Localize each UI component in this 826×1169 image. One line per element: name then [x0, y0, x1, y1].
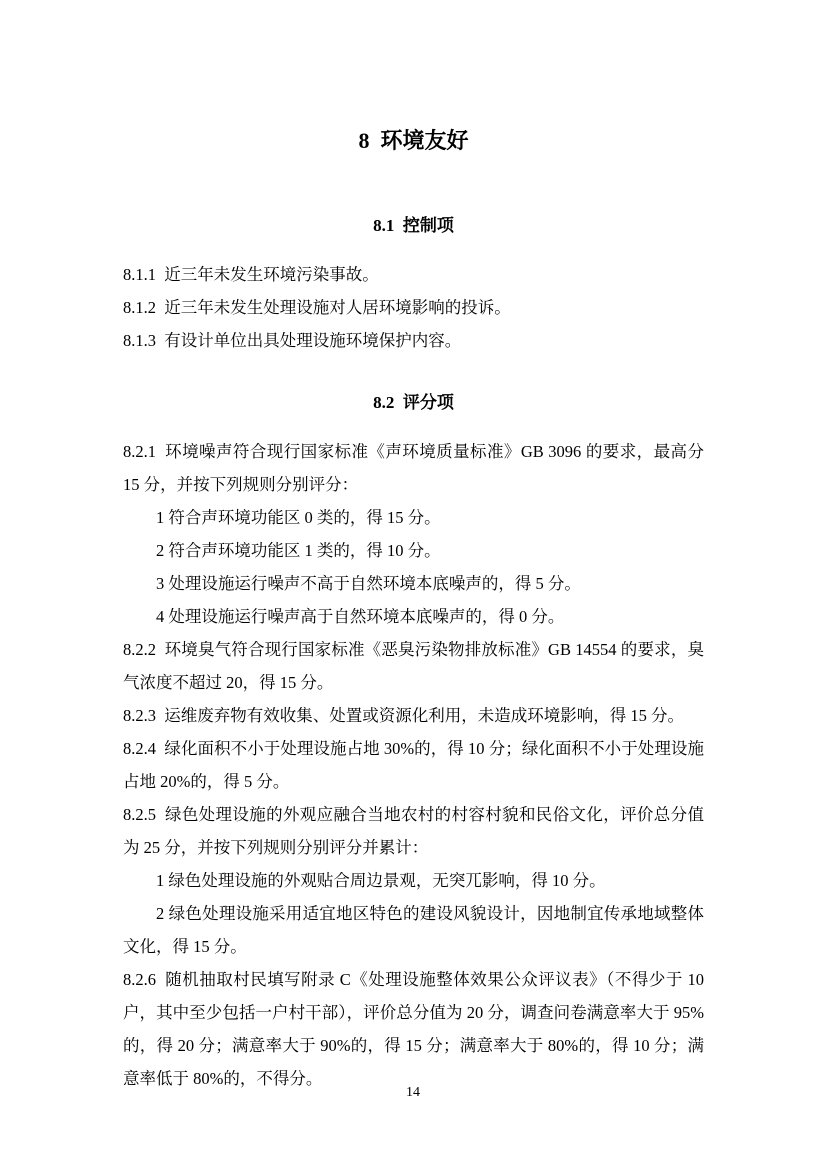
section-8-1: [123, 210, 704, 357]
clause-8-2-1: 8.2.1 环境噪声符合现行国家标准《声环境质量标准》GB 3096 的要求，最高分 15 分，并按下列规则分别评分：: [123, 442, 704, 494]
section-8-2-heading: 8.2 评分项: [373, 393, 454, 412]
sub-item-8-2-5-1: 1 绿色处理设施的外观贴合周边景观，无突兀影响，得 10 分。: [156, 871, 606, 890]
page-footer: [0, 1085, 826, 1101]
sub-item-8-2-5-2: 2 绿色处理设施采用适宜地区特色的建设风貌设计，因地制宜传承地域整体文化，得 15 分。: [123, 904, 704, 956]
clause-8-1-3: 8.1.3 有设计单位出具处理设施环境保护内容。: [123, 331, 462, 350]
sub-item-8-2-1-2: 2 符合声环境功能区 1 类的，得 10 分。: [156, 541, 441, 560]
section-8-2: [123, 387, 704, 1095]
clause-8-2-4: 8.2.4 绿化面积不小于处理设施占地 30%的，得 10 分；绿化面积不小于处理设施占地 20%的，得 5 分。: [123, 739, 704, 791]
section-8-1-heading: 8.1 控制项: [373, 216, 454, 235]
clause-8-2-2: 8.2.2 环境臭气符合现行国家标准《恶臭污染物排放标准》GB 14554 的要求，臭气浓度不超过 20，得 15 分。: [123, 640, 704, 692]
clause-8-2-6: 8.2.6 随机抽取村民填写附录 C《处理设施整体效果公众评议表》（不得少于 10 户，其中至少包括一户村干部），评价总分值为 20 分，调查问卷满意率大于 95%的，得 20 分；满意率大于 90%的，得 15 分；满意率大于 80%的，得 10 分；满意率低于 80%的，不得分。: [123, 970, 704, 1088]
clause-8-1-1: 8.1.1 近三年未发生环境污染事故。: [123, 265, 379, 284]
page-number: 14: [406, 1085, 420, 1100]
chapter-title: 8 环境友好: [358, 128, 469, 153]
sub-item-8-2-1-4: 4 处理设施运行噪声高于自然环境本底噪声的，得 0 分。: [156, 607, 565, 626]
sub-item-8-2-1-3: 3 处理设施运行噪声不高于自然环境本底噪声的，得 5 分。: [156, 574, 581, 593]
clause-8-2-5: 8.2.5 绿色处理设施的外观应融合当地农村的村容村貌和民俗文化，评价总分值为 25 分，并按下列规则分别评分并累计：: [123, 805, 704, 857]
sub-item-8-2-1-1: 1 符合声环境功能区 0 类的，得 15 分。: [156, 508, 441, 527]
clause-8-1-2: 8.1.2 近三年未发生处理设施对人居环境影响的投诉。: [123, 298, 511, 317]
clause-8-2-3: 8.2.3 运维废弃物有效收集、处置或资源化利用，未造成环境影响，得 15 分。: [123, 706, 684, 725]
